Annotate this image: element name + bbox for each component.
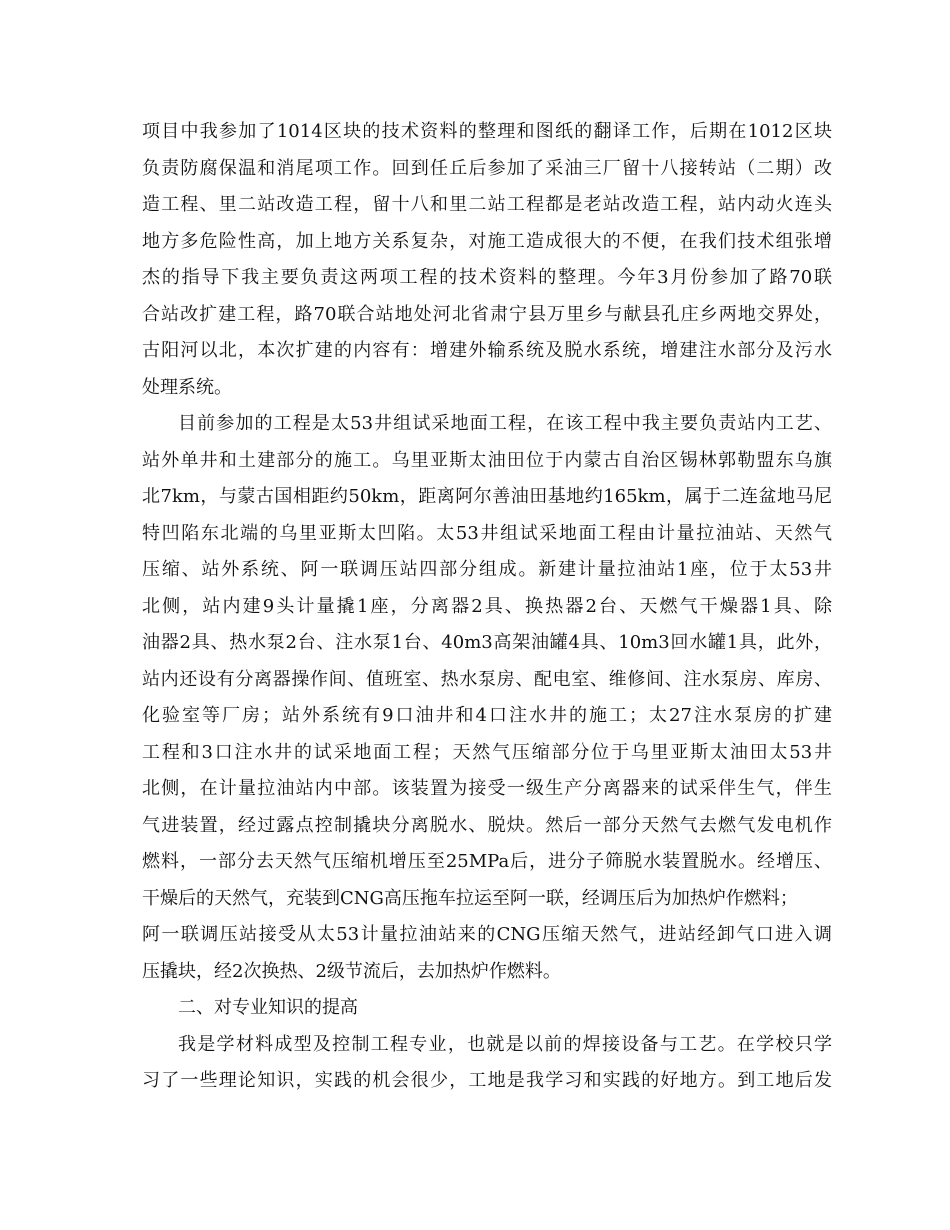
text-line: 干燥后的天然气，充装到CNG高压拖车拉运至阿一联，经调压后为加热炉作燃料； (142, 887, 798, 909)
text-line: 项目中我参加了1014区块的技术资料的整理和图纸的翻译工作，后期在1012区块 (142, 121, 832, 142)
section-heading: 二、对专业知识的提高 (178, 997, 358, 1018)
text-line: 站外单井和土建部分的施工。乌里亚斯太油田位于内蒙古自治区锡林郭勒盟东乌旗 (142, 449, 832, 471)
paragraph-start-line: 目前参加的工程是太53井组试采地面工程，在该工程中我主要负责站内工艺、 (178, 413, 832, 434)
text-line: 压缩、站外系统、阿一联调压站四部分组成。新建计量拉油站1座，位于太53井 (142, 559, 832, 580)
paragraph-end-line: 处理系统。 (142, 376, 232, 398)
text-line: 阿一联调压站接受从太53计量拉油站来的CNG压缩天然气，进站经卸气口进入调 (142, 924, 832, 945)
text-line: 杰的指导下我主要负责这两项工程的技术资料的整理。今年3月份参加了路70联 (142, 267, 832, 288)
text-line: 习了一些理论知识，实践的机会很少，工地是我学习和实践的好地方。到工地后发 (142, 1070, 832, 1091)
paragraph-start-line: 我是学材料成型及控制工程专业，也就是以前的焊接设备与工艺。在学校只学 (178, 1033, 832, 1055)
text-line: 古阳河以北，本次扩建的内容有：增建外输系统及脱水系统，增建注水部分及污水 (142, 340, 832, 361)
text-line: 合站改扩建工程，路70联合站地处河北省肃宁县万里乡与献县孔庄乡两地交界处， (142, 303, 832, 325)
text-line: 北侧，站内建9头计量撬1座，分离器2具、换热器2台、天燃气干燥器1具、除 (142, 595, 832, 617)
text-line: 特凹陷东北端的乌里亚斯太凹陷。太53井组试采地面工程由计量拉油站、天然气 (142, 522, 832, 544)
text-line: 地方多危险性高，加上地方关系复杂，对施工造成很大的不便，在我们技术组张增 (142, 230, 832, 252)
document-body (142, 114, 832, 1100)
text-line: 油器2具、热水泵2台、注水泵1台、40m3高架油罐4具、10m3回水罐1具，此外， (142, 632, 832, 653)
text-line: 燃料，一部分去天然气压缩机增压至25MPa后，进分子筛脱水装置脱水。经增压、 (142, 851, 832, 872)
text-line: 站内还设有分离器操作间、值班室、热水泵房、配电室、维修间、注水泵房、库房、 (142, 668, 832, 690)
text-line: 化验室等厂房；站外系统有9口油井和4口注水井的施工；太27注水泵房的扩建 (142, 705, 832, 726)
text-line: 气进装置，经过露点控制撬块分离脱水、脱炔。然后一部分天然气去燃气发电机作 (142, 814, 832, 836)
text-line: 造工程、里二站改造工程，留十八和里二站工程都是老站改造工程，站内动火连头 (142, 194, 832, 215)
text-line: 负责防腐保温和消尾项工作。回到任丘后参加了采油三厂留十八接转站（二期）改 (142, 157, 832, 179)
text-line: 北7km，与蒙古国相距约50km，距离阿尔善油田基地约165km，属于二连盆地马尼 (142, 486, 832, 507)
text-line: 工程和3口注水井的试采地面工程；天然气压缩部分位于乌里亚斯太油田太53井 (142, 741, 832, 763)
text-line: 北侧，在计量拉油站内中部。该装置为接受一级生产分离器来的试采伴生气，伴生 (142, 778, 832, 799)
paragraph-end-line: 压撬块，经2次换热、2级节流后，去加热炉作燃料。 (142, 960, 561, 982)
